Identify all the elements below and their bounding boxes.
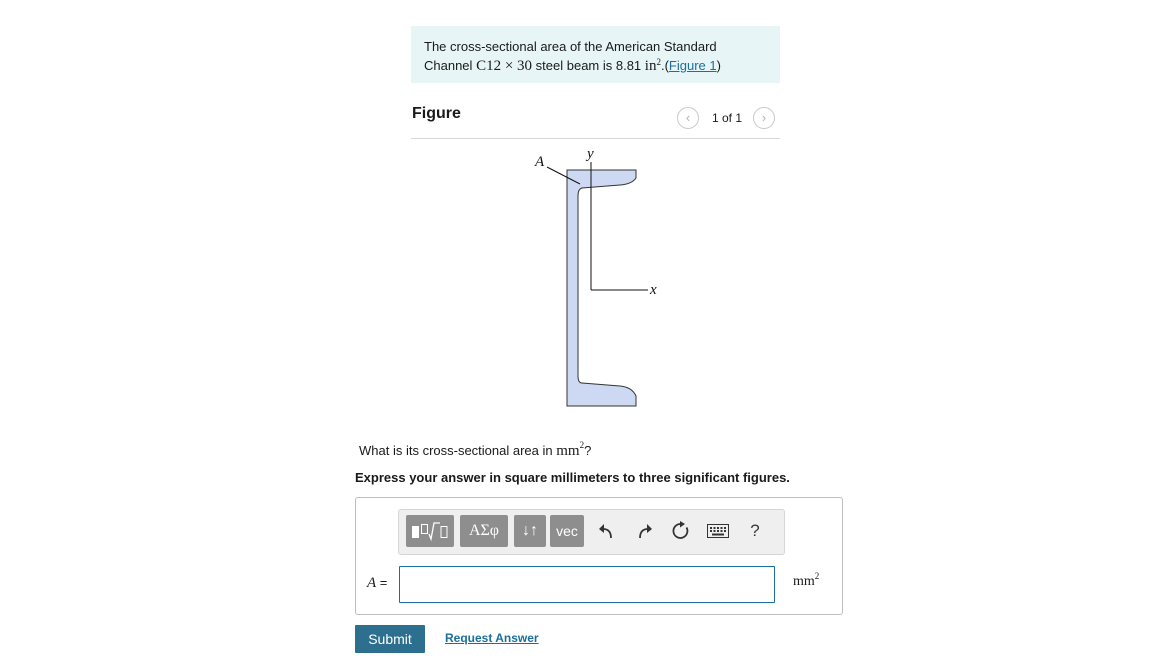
keyboard-icon <box>707 524 729 538</box>
area-unit: $in^2$ <box>644 57 661 74</box>
vec-button[interactable]: vec <box>550 515 584 547</box>
question-instruction: Express your answer in square millimeters to three significant figures. <box>355 470 790 485</box>
answer-variable: A <box>367 575 377 591</box>
channel-cross-section-figure <box>520 140 680 415</box>
label-a: A <box>535 154 545 170</box>
keyboard-button[interactable] <box>703 515 733 547</box>
problem-statement <box>411 26 780 83</box>
undo-button[interactable] <box>592 515 620 547</box>
chevron-right-icon: › <box>761 110 767 125</box>
request-answer-link[interactable]: Request Answer <box>445 631 539 645</box>
reset-icon <box>671 521 691 541</box>
figure-counter: 1 of 1 <box>712 111 743 125</box>
submit-button[interactable]: Submit <box>355 625 425 653</box>
answer-label: A = <box>367 575 388 591</box>
templates-icon <box>410 520 450 542</box>
reset-button[interactable] <box>667 515 695 547</box>
next-figure-button[interactable] <box>753 107 775 129</box>
answer-input[interactable] <box>399 566 775 603</box>
arrows-button[interactable]: ↓↑ <box>514 515 546 547</box>
symbols-button[interactable]: ΑΣφ <box>460 515 508 547</box>
problem-text: .( <box>660 58 669 73</box>
undo-icon <box>597 522 615 540</box>
prev-figure-button[interactable] <box>677 107 699 129</box>
question-unit: $mm^2$ <box>556 440 585 459</box>
answer-unit: $mm^2$ <box>793 571 820 589</box>
redo-button[interactable] <box>631 515 659 547</box>
problem-line-1 <box>424 37 767 56</box>
label-x: x <box>650 282 657 298</box>
templates-button[interactable] <box>406 515 454 547</box>
figure-title: Figure <box>412 105 461 122</box>
figure-divider <box>411 138 780 139</box>
problem-text: ) <box>716 58 721 73</box>
problem-text: The cross-sectional area of the American Standard <box>424 39 717 54</box>
chevron-left-icon: ‹ <box>685 110 691 125</box>
problem-line-2 <box>424 56 767 76</box>
channel-shape <box>567 170 636 406</box>
problem-text: Channel <box>424 58 473 73</box>
channel-designation: C12 × 30 <box>476 58 533 74</box>
question-text: What is its cross-sectional area in $mm^2$? <box>359 440 592 459</box>
label-y: y <box>587 146 594 162</box>
redo-icon <box>636 522 654 540</box>
figure-link[interactable]: Figure 1 <box>668 58 717 73</box>
problem-text: steel beam is 8.81 <box>535 58 642 73</box>
figure-navigation <box>677 107 775 129</box>
help-button[interactable]: ? <box>750 521 760 540</box>
